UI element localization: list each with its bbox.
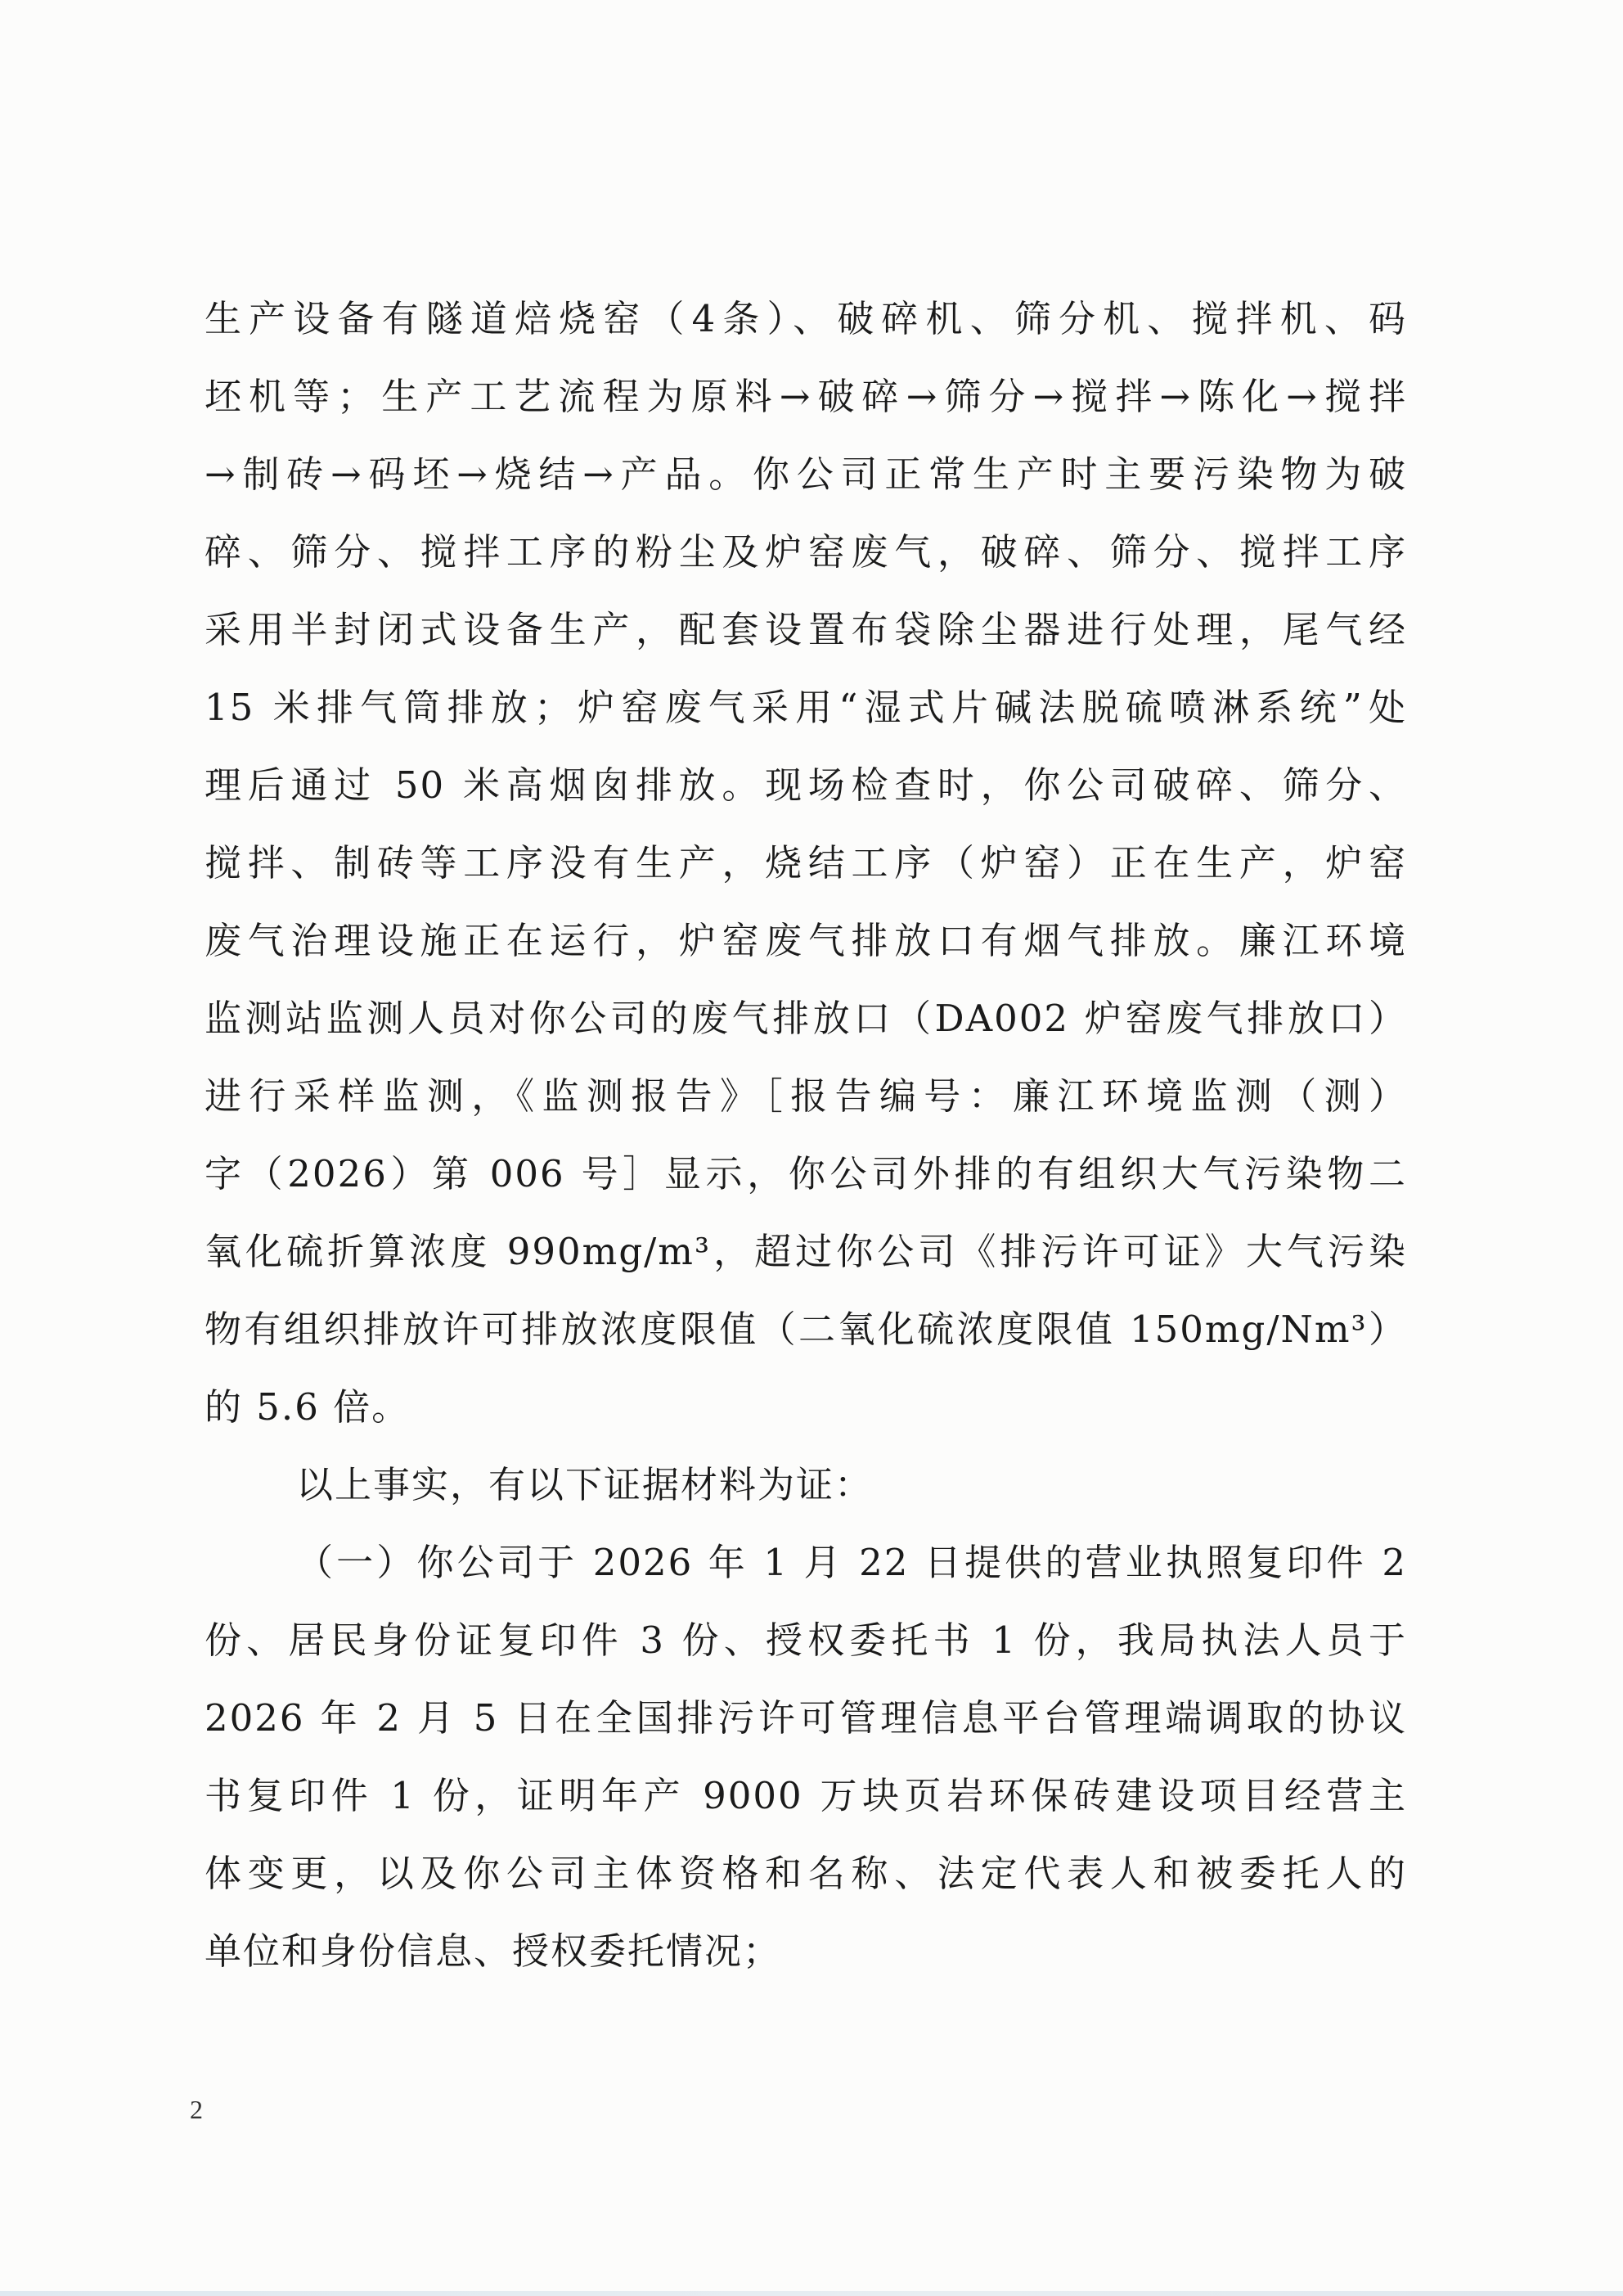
paragraph-first-line: 以上事实，有以下证据材料为证：	[296, 1463, 874, 1506]
text-line: 体变更，以及你公司主体资格和名称、法定代表人和被委托人的	[205, 1852, 1407, 1895]
paragraph-first-line: （一）你公司于 2026 年 1 月 22 日提供的营业执照复印件 2	[296, 1541, 1407, 1584]
text-line: 氧化硫折算浓度 990mg/m³，超过你公司《排污许可证》大气污染	[205, 1230, 1407, 1273]
text-line: 搅拌、制砖等工序没有生产，烧结工序（炉窑）正在生产，炉窑	[205, 841, 1407, 885]
text-line: 碎、筛分、搅拌工序的粉尘及炉窑废气，破碎、筛分、搅拌工序	[205, 530, 1407, 574]
text-line: 监测站监测人员对你公司的废气排放口（DA002 炉窑废气排放口）	[205, 997, 1407, 1040]
text-line: 坯机等；生产工艺流程为原料→破碎→筛分→搅拌→陈化→搅拌	[205, 375, 1407, 418]
text-line: 废气治理设施正在运行，炉窑废气排放口有烟气排放。廉江环境	[205, 919, 1407, 962]
text-line: 份、居民身份证复印件 3 份、授权委托书 1 份，我局执法人员于	[205, 1618, 1407, 1662]
text-line: →制砖→码坯→烧结→产品。你公司正常生产时主要污染物为破	[205, 452, 1407, 496]
text-line: 15 米排气筒排放；炉窑废气采用“湿式片碱法脱硫喷淋系统”处	[205, 686, 1407, 729]
text-line: 字（2026）第 006 号］显示，你公司外排的有组织大气污染物二	[205, 1152, 1407, 1195]
scan-edge	[0, 2291, 1623, 2296]
text-line: 进行采样监测，《监测报告》［报告编号：廉江环境监测（测）	[205, 1074, 1407, 1118]
page-number: 2	[190, 2095, 203, 2124]
text-line: 物有组织排放许可排放浓度限值（二氧化硫浓度限值 150mg/Nm³）	[205, 1308, 1407, 1351]
text-line: 生产设备有隧道焙烧窑（4条）、破碎机、筛分机、搅拌机、码	[205, 297, 1407, 340]
text-line: 2026 年 2 月 5 日在全国排污许可管理信息平台管理端调取的协议	[205, 1696, 1407, 1740]
text-line: 采用半封闭式设备生产，配套设置布袋除尘器进行处理，尾气经	[205, 608, 1407, 651]
text-line: 理后通过 50 米高烟囱排放。现场检查时，你公司破碎、筛分、	[205, 763, 1407, 807]
text-line: 的 5.6 倍。	[205, 1385, 411, 1429]
text-line: 单位和身份信息、授权委托情况；	[205, 1929, 782, 1973]
text-line: 书复印件 1 份，证明年产 9000 万块页岩环保砖建设项目经营主	[205, 1774, 1407, 1817]
